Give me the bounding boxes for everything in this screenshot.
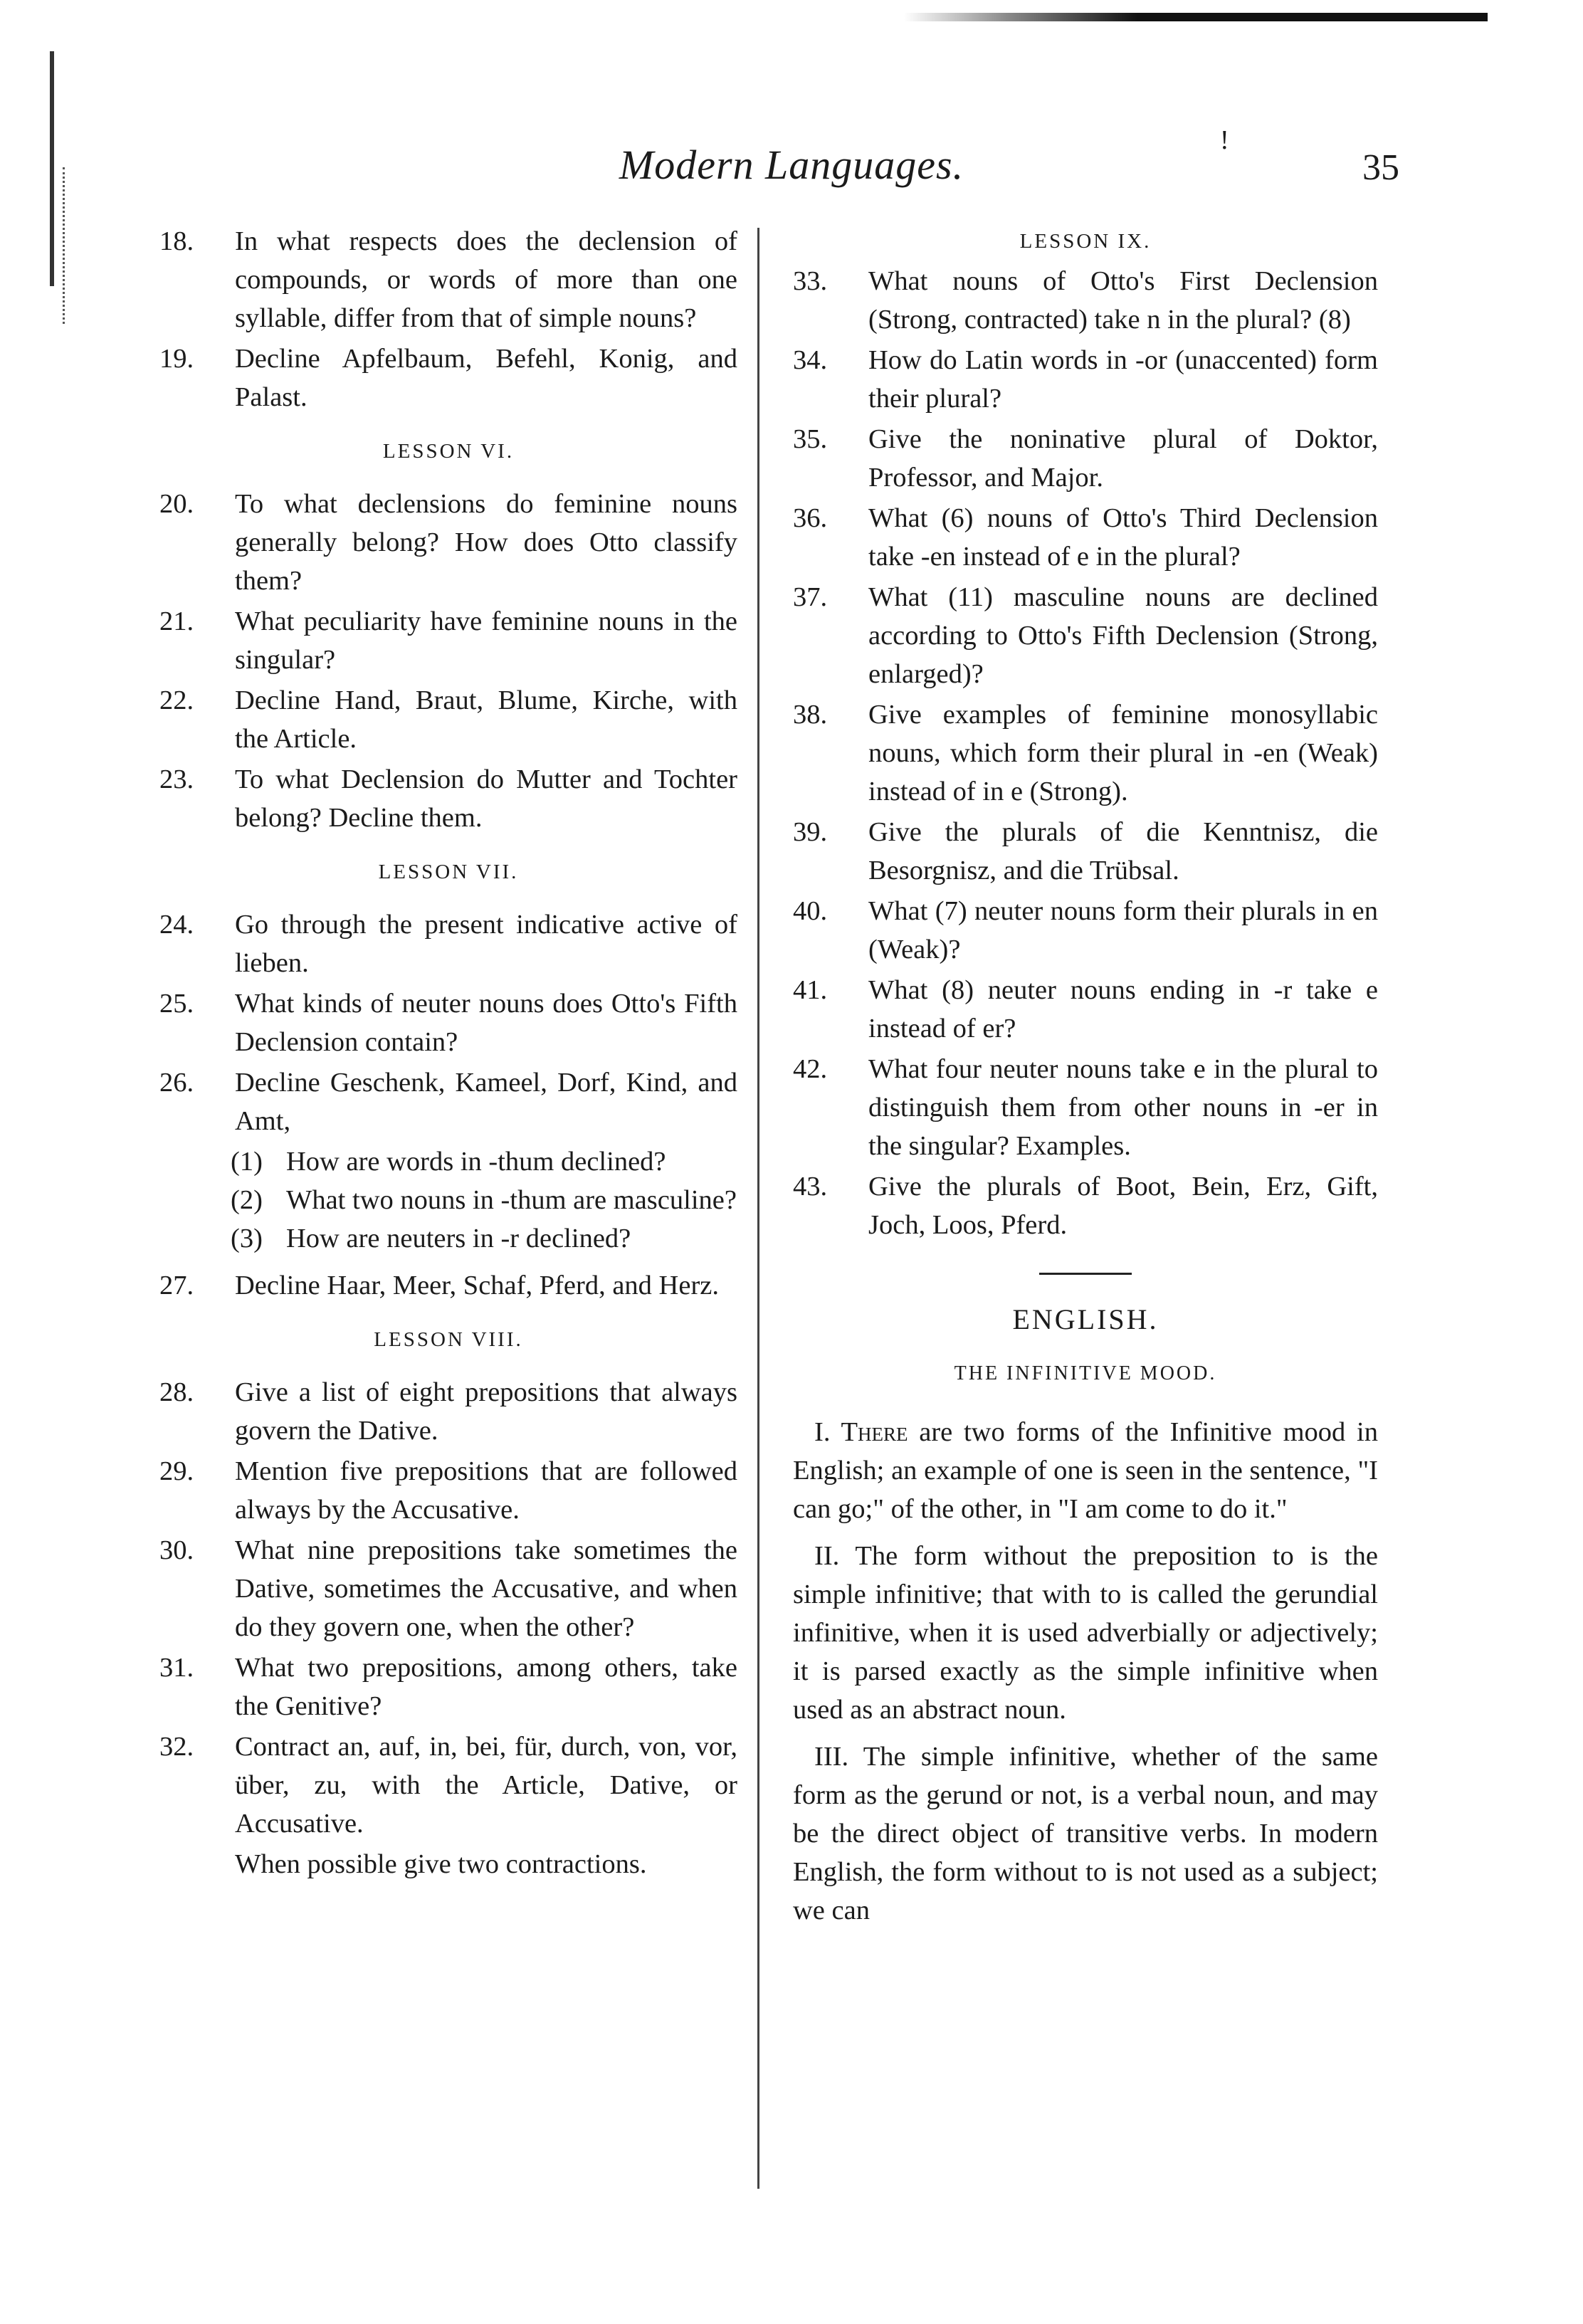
column-divider — [757, 228, 759, 2189]
paragraph-2: II. The form without the preposition to is the simple infinitive; that with to is called the gerundial infinitive, when it is used adverbially or adjectively; it is parsed exactly as the simple infinitive when used as an abstract noun. — [793, 1541, 1378, 1725]
closing-note: When possible give two contractions. — [235, 1849, 647, 1879]
question-29: 29. Mention five prepositions that are followed always by the Accusative. — [159, 1456, 737, 1525]
question-38: 38. Give examples of feminine monosyllabic nouns, which form their plural in -en (Weak) instead of in e (Strong). — [793, 700, 1378, 806]
question-24: 24. Go through the present indicative active of lieben. — [159, 910, 737, 978]
section-rule — [1039, 1273, 1132, 1275]
question-21: 21. What peculiarity have feminine nouns in the singular? — [159, 606, 737, 675]
question-39: 39. Give the plurals of die Kenntnisz, die Besorgnisz, and die Trübsal. — [793, 817, 1378, 885]
question-26: 26. Decline Geschenk, Kameel, Dorf, Kind, and Amt, — [159, 1068, 737, 1136]
question-30: 30. What nine prepositions take sometimes the Dative, sometimes the Accusative, and when do they govern one, when the other? — [159, 1535, 737, 1642]
running-header-title: Modern Languages. — [619, 142, 964, 188]
left-column — [159, 222, 737, 1883]
question-20: 20. To what declensions do feminine nouns generally belong? How does Otto classify them? — [159, 489, 737, 596]
lesson-heading-7: LESSON VII. — [378, 861, 519, 883]
question-28: 28. Give a list of eight prepositions that always govern the Dative. — [159, 1377, 737, 1446]
question-35: 35. Give the noninative plural of Doktor, Professor, and Major. — [793, 424, 1378, 493]
question-31: 31. What two prepositions, among others, take the Genitive? — [159, 1653, 737, 1721]
paragraph-3: III. The simple infinitive, whether of the same form as the gerund or not, is a verbal noun, and may be the direct object of transitive verbs. In modern English, the form without to is not used as a subject; we can — [793, 1742, 1378, 1925]
sub-question-3: (3) How are neuters in -r declined? — [231, 1224, 631, 1253]
section-title-english: ENGLISH. — [1012, 1303, 1159, 1335]
question-42: 42. What four neuter nouns take e in the plural to distinguish them from other nouns in -er in the singular? Examples. — [793, 1054, 1378, 1161]
question-43: 43. Give the plurals of Boot, Bein, Erz, Gift, Joch, Loos, Pferd. — [793, 1172, 1378, 1240]
paragraph-1: I. There are two forms of the Infinitive mood in English; an example of one is seen in the sentence, "I can go;" of the other, in "I am come to do it." — [793, 1417, 1378, 1524]
question-27: 27. Decline Haar, Meer, Schaf, Pferd, and Herz. — [159, 1271, 719, 1300]
question-19: 19. Decline Apfelbaum, Befehl, Konig, and Palast. — [159, 344, 737, 412]
question-22: 22. Decline Hand, Braut, Blume, Kirche, with the Article. — [159, 685, 737, 754]
question-41: 41. What (8) neuter nouns ending in -r take e instead of er? — [793, 975, 1378, 1043]
right-column — [793, 222, 1378, 1938]
question-18: 18. In what respects does the declension of compounds, or words of more than one syllable, differ from that of simple nouns? — [159, 226, 737, 333]
question-34: 34. How do Latin words in -or (unaccented) form their plural? — [793, 345, 1378, 414]
question-23: 23. To what Declension do Mutter and Tochter belong? Decline them. — [159, 764, 737, 833]
question-37: 37. What (11) masculine nouns are declined according to Otto's Fifth Declension (Strong, enlarged)? — [793, 582, 1378, 689]
question-25: 25. What kinds of neuter nouns does Otto's Fifth Declension contain? — [159, 989, 737, 1057]
lesson-heading-6: LESSON VI. — [382, 440, 515, 463]
scan-margin-dots — [63, 167, 67, 324]
question-33: 33. What nouns of Otto's First Declension (Strong, contracted) take n in the plural? (8) — [793, 266, 1378, 335]
question-40: 40. What (7) neuter nouns form their plurals in en (Weak)? — [793, 896, 1378, 964]
question-32: 32. Contract an, auf, in, bei, für, durch, von, vor, über, zu, with the Article, Dative, or Accusative. — [159, 1732, 737, 1839]
header-mark: ! — [1220, 125, 1229, 155]
section-subtitle: THE INFINITIVE MOOD. — [954, 1362, 1217, 1384]
lesson-heading-8: LESSON VIII. — [374, 1328, 523, 1351]
page-number: 35 — [1362, 147, 1399, 188]
sub-question-2: (2) What two nouns in -thum are masculine? — [231, 1185, 737, 1215]
lesson-heading-9: LESSON IX. — [1019, 230, 1152, 253]
sub-question-1: (1) How are words in -thum declined? — [231, 1147, 666, 1177]
top-rule — [904, 13, 1488, 21]
question-36: 36. What (6) nouns of Otto's Third Declension take -en instead of e in the plural? — [793, 503, 1378, 572]
